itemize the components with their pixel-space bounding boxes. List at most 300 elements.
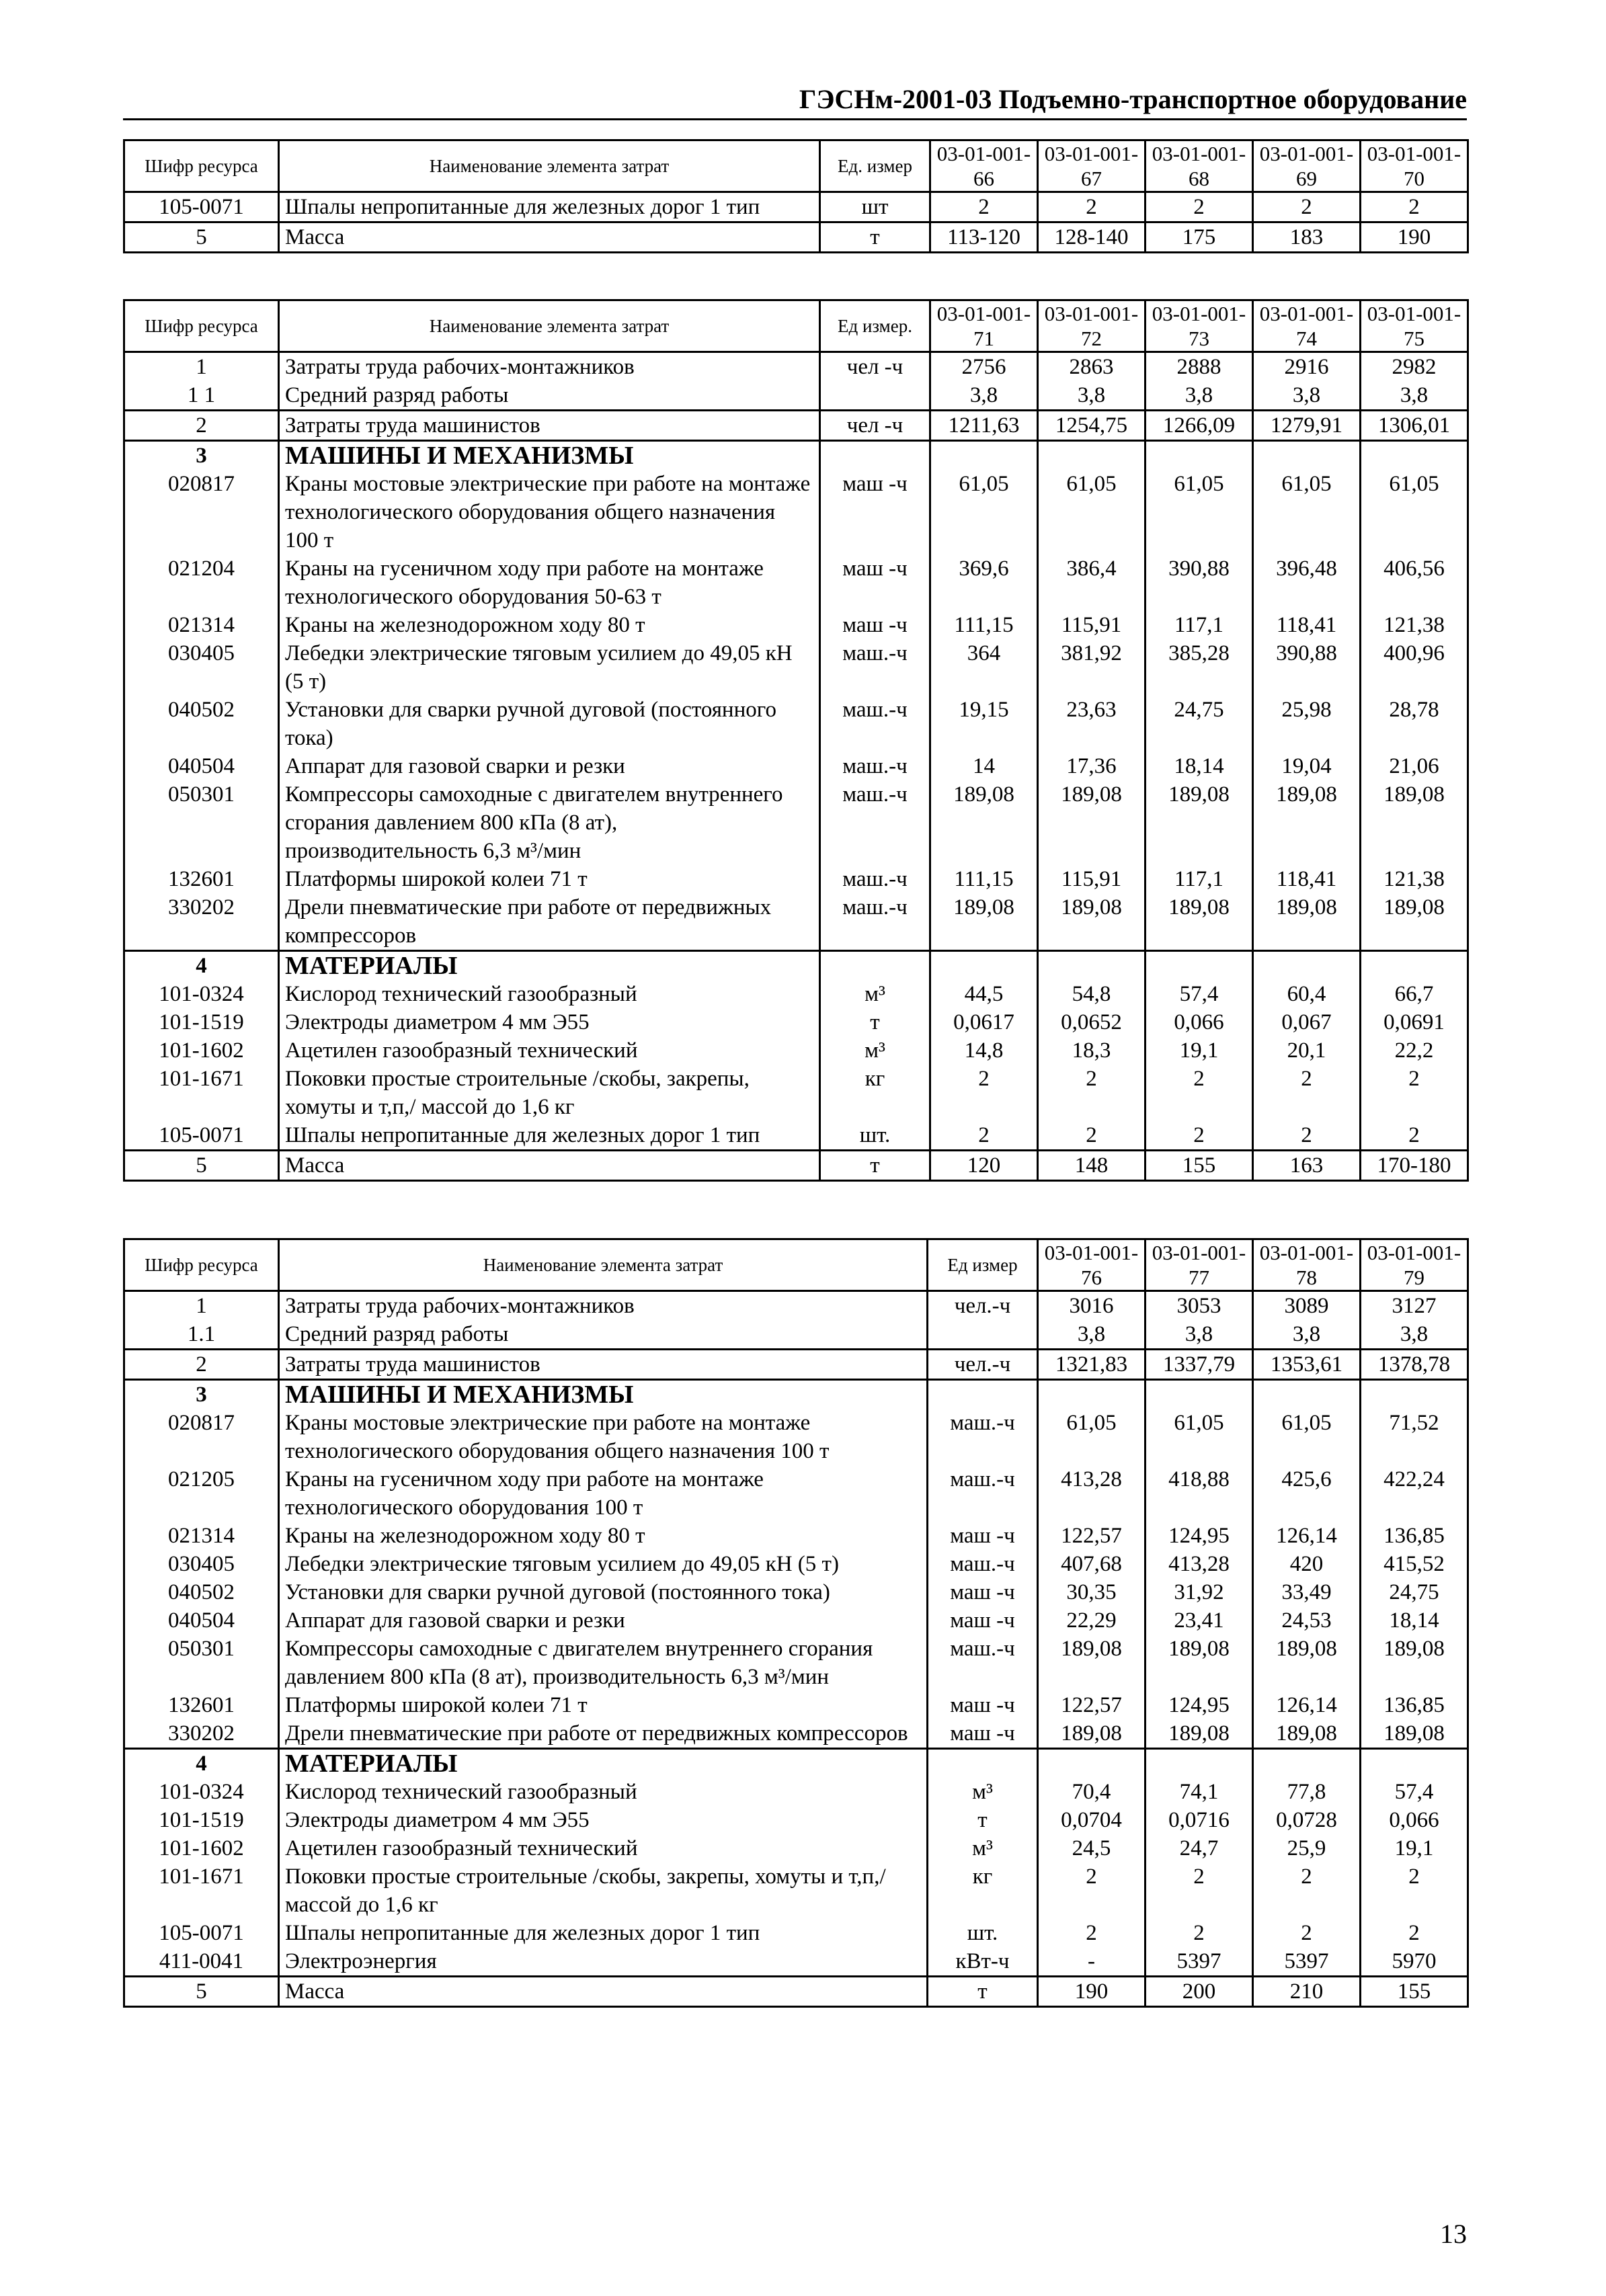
resource-code: 101-1519 — [124, 1008, 279, 1036]
norm-value: 136,85 — [1361, 1522, 1468, 1550]
unit — [820, 441, 930, 470]
cost-element-name: Масса — [279, 1151, 820, 1181]
norm-value: 117,1 — [1146, 611, 1253, 639]
norm-value: 0,066 — [1361, 1806, 1468, 1834]
unit: чел -ч — [820, 352, 930, 382]
norm-value — [1038, 441, 1146, 470]
norm-value: 170-180 — [1361, 1151, 1468, 1181]
norm-value — [1038, 1749, 1146, 1778]
resource-table-1 — [123, 139, 1469, 253]
cost-element-name: Установки для сварки ручной дуговой (постоянного тока) — [279, 696, 820, 752]
unit: шт. — [928, 1919, 1038, 1947]
resource-table-3 — [123, 1238, 1469, 2008]
cost-element-name: Средний разряд работы — [279, 381, 820, 411]
col-header-norm-code: 03-01-001-72 — [1038, 300, 1146, 352]
norm-value: 61,05 — [1253, 1409, 1361, 1465]
resource-code: 105-0071 — [124, 192, 279, 222]
unit: кг — [928, 1862, 1038, 1919]
resource-code: 030405 — [124, 639, 279, 696]
table-row — [124, 1947, 1468, 1977]
norm-value: 1353,61 — [1253, 1350, 1361, 1380]
cost-element-name: Краны на железнодорожном ходу 80 т — [279, 611, 820, 639]
norm-value: 200 — [1146, 1977, 1253, 2007]
cost-element-name: Краны на гусеничном ходу при работе на монтаже технологического оборудования 50-63 т — [279, 555, 820, 611]
norm-value: 425,6 — [1253, 1465, 1361, 1522]
resource-code: 5 — [124, 1151, 279, 1181]
table-row — [124, 1380, 1468, 1409]
col-header-norm-code: 03-01-001-69 — [1253, 140, 1361, 192]
table-row — [124, 1320, 1468, 1350]
norm-value: 120 — [930, 1151, 1038, 1181]
norm-value: 121,38 — [1361, 611, 1468, 639]
table-row — [124, 980, 1468, 1008]
cost-element-name: Масса — [279, 1977, 928, 2007]
unit: кВт-ч — [928, 1947, 1038, 1977]
unit: маш.-ч — [928, 1550, 1038, 1578]
unit — [820, 381, 930, 411]
norm-value: 3,8 — [1361, 381, 1468, 411]
norm-value: 19,1 — [1361, 1834, 1468, 1862]
norm-value: 122,57 — [1038, 1691, 1146, 1719]
norm-value: 175 — [1146, 222, 1253, 253]
norm-value: 413,28 — [1146, 1550, 1253, 1578]
norm-value: 124,95 — [1146, 1522, 1253, 1550]
cost-element-name: Краны на железнодорожном ходу 80 т — [279, 1522, 928, 1550]
norm-value: 210 — [1253, 1977, 1361, 2007]
norm-value: 189,08 — [1146, 780, 1253, 865]
col-header-name: Наименование элемента затрат — [279, 1239, 928, 1291]
table-row — [124, 1834, 1468, 1862]
table-row — [124, 1291, 1468, 1321]
norm-value: 121,38 — [1361, 865, 1468, 893]
norm-value: 3,8 — [1038, 1320, 1146, 1350]
table-row — [124, 381, 1468, 411]
cost-element-name: Затраты труда машинистов — [279, 411, 820, 441]
cost-element-name: Платформы широкой колеи 71 т — [279, 865, 820, 893]
norm-value: 1211,63 — [930, 411, 1038, 441]
norm-value — [1253, 951, 1361, 981]
norm-value: 0,0691 — [1361, 1008, 1468, 1036]
norm-value: 415,52 — [1361, 1550, 1468, 1578]
resource-code: 021205 — [124, 1465, 279, 1522]
cost-element-name: Средний разряд работы — [279, 1320, 928, 1350]
norm-value: 2 — [1253, 1919, 1361, 1947]
norm-value: 2756 — [930, 352, 1038, 382]
norm-value: 21,06 — [1361, 752, 1468, 780]
resource-code: 101-1602 — [124, 1036, 279, 1065]
resource-code: 105-0071 — [124, 1121, 279, 1151]
resource-code: 5 — [124, 1977, 279, 2007]
norm-value: 1266,09 — [1146, 411, 1253, 441]
resource-code: 021314 — [124, 1522, 279, 1550]
norm-value: 5397 — [1146, 1947, 1253, 1977]
cost-element-name: Кислород технический газообразный — [279, 1778, 928, 1806]
norm-value: 3,8 — [1361, 1320, 1468, 1350]
resource-code: 040502 — [124, 1578, 279, 1606]
norm-value: 189,08 — [1146, 893, 1253, 951]
col-header-code: Шифр ресурса — [124, 300, 279, 352]
norm-value: 61,05 — [1253, 470, 1361, 555]
norm-value — [1038, 951, 1146, 981]
cost-element-name: МАТЕРИАЛЫ — [279, 1749, 928, 1778]
unit: шт — [820, 192, 930, 222]
table-row — [124, 1522, 1468, 1550]
norm-value: 77,8 — [1253, 1778, 1361, 1806]
norm-value: 189,08 — [1253, 780, 1361, 865]
resource-code: 2 — [124, 1350, 279, 1380]
norm-value: 61,05 — [930, 470, 1038, 555]
norm-value: 44,5 — [930, 980, 1038, 1008]
unit: маш.-ч — [820, 780, 930, 865]
table-row — [124, 352, 1468, 382]
norm-value: 155 — [1361, 1977, 1468, 2007]
norm-value: 190 — [1361, 222, 1468, 253]
norm-value — [1253, 441, 1361, 470]
norm-value: 155 — [1146, 1151, 1253, 1181]
page-header: ГЭСНм-2001-03 Подъемно-транспортное оборудование — [123, 81, 1467, 120]
norm-value: 2 — [930, 1065, 1038, 1121]
norm-value: 1378,78 — [1361, 1350, 1468, 1380]
norm-value: 2 — [1146, 1065, 1253, 1121]
norm-value: 111,15 — [930, 611, 1038, 639]
norm-value: 0,0652 — [1038, 1008, 1146, 1036]
norm-value — [1361, 441, 1468, 470]
cost-element-name: Масса — [279, 222, 820, 253]
norm-value: 189,08 — [930, 780, 1038, 865]
norm-value — [1253, 1749, 1361, 1778]
norm-value: 3,8 — [1146, 1320, 1253, 1350]
col-header-norm-code: 03-01-001-73 — [1146, 300, 1253, 352]
cost-element-name: Аппарат для газовой сварки и резки — [279, 1606, 928, 1635]
norm-value: 390,88 — [1253, 639, 1361, 696]
norm-value: 19,15 — [930, 696, 1038, 752]
unit: м³ — [928, 1834, 1038, 1862]
norm-value: 128-140 — [1038, 222, 1146, 253]
norm-value: 2 — [1361, 1862, 1468, 1919]
norm-value: 24,7 — [1146, 1834, 1253, 1862]
unit: маш.-ч — [928, 1465, 1038, 1522]
norm-value: 117,1 — [1146, 865, 1253, 893]
norm-value: 30,35 — [1038, 1578, 1146, 1606]
unit: маш.-ч — [820, 752, 930, 780]
col-header-unit: Ед измер — [928, 1239, 1038, 1291]
norm-value: 33,49 — [1253, 1578, 1361, 1606]
unit: м³ — [820, 980, 930, 1008]
table-row — [124, 951, 1468, 981]
norm-value: 189,08 — [1038, 780, 1146, 865]
table-row — [124, 1409, 1468, 1465]
norm-value: 1337,79 — [1146, 1350, 1253, 1380]
unit — [820, 951, 930, 981]
norm-value: 2 — [1361, 1065, 1468, 1121]
norm-value: 1254,75 — [1038, 411, 1146, 441]
table-row — [124, 1749, 1468, 1778]
resource-code: 101-1519 — [124, 1806, 279, 1834]
unit: маш -ч — [928, 1606, 1038, 1635]
table-row — [124, 1691, 1468, 1719]
norm-value: 24,75 — [1361, 1578, 1468, 1606]
table-row — [124, 1350, 1468, 1380]
norm-value: 57,4 — [1361, 1778, 1468, 1806]
unit: т — [820, 1151, 930, 1181]
norm-value — [1146, 441, 1253, 470]
norm-value: 61,05 — [1146, 1409, 1253, 1465]
resource-code: 411-0041 — [124, 1947, 279, 1977]
unit: маш.-ч — [928, 1409, 1038, 1465]
norm-value: 385,28 — [1146, 639, 1253, 696]
norm-value: 0,0704 — [1038, 1806, 1146, 1834]
norm-value: 381,92 — [1038, 639, 1146, 696]
col-header-norm-code: 03-01-001-79 — [1361, 1239, 1468, 1291]
norm-value: 390,88 — [1146, 555, 1253, 611]
unit: маш -ч — [928, 1578, 1038, 1606]
unit: чел -ч — [820, 411, 930, 441]
col-header-norm-code: 03-01-001-75 — [1361, 300, 1468, 352]
norm-value: 0,0617 — [930, 1008, 1038, 1036]
norm-value: 28,78 — [1361, 696, 1468, 752]
table-header-row — [124, 300, 1468, 352]
norm-value: 2 — [1038, 1065, 1146, 1121]
resource-code: 2 — [124, 411, 279, 441]
norm-value: 60,4 — [1253, 980, 1361, 1008]
norm-value: 2 — [1146, 1862, 1253, 1919]
norm-value: 22,2 — [1361, 1036, 1468, 1065]
cost-element-name: Компрессоры самоходные с двигателем внутреннего сгорания давлением 800 кПа (8 ат), производительность 6,3 м³/мин — [279, 1635, 928, 1691]
page-number: 13 — [1440, 2219, 1467, 2249]
norm-value: 364 — [930, 639, 1038, 696]
norm-value: 14 — [930, 752, 1038, 780]
norm-value: 115,91 — [1038, 865, 1146, 893]
norm-value: 23,41 — [1146, 1606, 1253, 1635]
norm-value: 2 — [1361, 1919, 1468, 1947]
table-row — [124, 1151, 1468, 1181]
col-header-norm-code: 03-01-001-70 — [1361, 140, 1468, 192]
norm-value: 115,91 — [1038, 611, 1146, 639]
norm-value: 126,14 — [1253, 1522, 1361, 1550]
norm-value: 122,57 — [1038, 1522, 1146, 1550]
norm-value: 189,08 — [1253, 893, 1361, 951]
cost-element-name: Электроды диаметром 4 мм Э55 — [279, 1806, 928, 1834]
norm-value: 25,9 — [1253, 1834, 1361, 1862]
cost-element-name: Затраты труда машинистов — [279, 1350, 928, 1380]
table-header-row — [124, 1239, 1468, 1291]
col-header-norm-code: 03-01-001-74 — [1253, 300, 1361, 352]
col-header-unit: Ед. измер — [820, 140, 930, 192]
norm-value: 61,05 — [1038, 1409, 1146, 1465]
norm-value: 2 — [1361, 192, 1468, 222]
norm-value — [1146, 951, 1253, 981]
resource-code: 330202 — [124, 893, 279, 951]
norm-value: 422,24 — [1361, 1465, 1468, 1522]
norm-value: 113-120 — [930, 222, 1038, 253]
norm-value: 31,92 — [1146, 1578, 1253, 1606]
cost-element-name: Шпалы непропитанные для железных дорог 1 тип — [279, 192, 820, 222]
norm-value: 3,8 — [930, 381, 1038, 411]
norm-value: 124,95 — [1146, 1691, 1253, 1719]
norm-value: 190 — [1038, 1977, 1146, 2007]
table-row — [124, 893, 1468, 951]
norm-value: 148 — [1038, 1151, 1146, 1181]
norm-value: 413,28 — [1038, 1465, 1146, 1522]
unit: маш.-ч — [928, 1635, 1038, 1691]
cost-element-name: Поковки простые строительные /скобы, закрепы, хомуты и т,п,/ массой до 1,6 кг — [279, 1065, 820, 1121]
norm-value: 2 — [1038, 192, 1146, 222]
resource-code: 040504 — [124, 1606, 279, 1635]
unit: маш -ч — [820, 611, 930, 639]
cost-element-name: Поковки простые строительные /скобы, закрепы, хомуты и т,п,/ массой до 1,6 кг — [279, 1862, 928, 1919]
cost-element-name: Установки для сварки ручной дуговой (постоянного тока) — [279, 1578, 928, 1606]
norm-value: 2 — [1146, 1121, 1253, 1151]
norm-value: 24,53 — [1253, 1606, 1361, 1635]
norm-value: 189,08 — [1038, 1719, 1146, 1749]
norm-value: 70,4 — [1038, 1778, 1146, 1806]
norm-value: 3,8 — [1253, 381, 1361, 411]
unit: маш -ч — [820, 555, 930, 611]
col-header-norm-code: 03-01-001-76 — [1038, 1239, 1146, 1291]
unit: т — [820, 1008, 930, 1036]
norm-value: 189,08 — [1146, 1635, 1253, 1691]
resource-code: 040502 — [124, 696, 279, 752]
unit: маш.-ч — [820, 696, 930, 752]
norm-value: 18,3 — [1038, 1036, 1146, 1065]
norm-value — [1038, 1380, 1146, 1409]
unit: шт. — [820, 1121, 930, 1151]
resource-table-2 — [123, 299, 1469, 1182]
resource-code: 330202 — [124, 1719, 279, 1749]
norm-value: 183 — [1253, 222, 1361, 253]
col-header-name: Наименование элемента затрат — [279, 300, 820, 352]
norm-value — [1361, 1380, 1468, 1409]
table-row — [124, 1606, 1468, 1635]
resource-code: 050301 — [124, 780, 279, 865]
resource-code: 020817 — [124, 470, 279, 555]
col-header-norm-code: 03-01-001-66 — [930, 140, 1038, 192]
norm-value: - — [1038, 1947, 1146, 1977]
norm-value: 189,08 — [1361, 1719, 1468, 1749]
norm-value — [1361, 951, 1468, 981]
norm-value: 61,05 — [1361, 470, 1468, 555]
norm-value: 3127 — [1361, 1291, 1468, 1321]
norm-value: 3053 — [1146, 1291, 1253, 1321]
cost-element-name: Шпалы непропитанные для железных дорог 1 тип — [279, 1121, 820, 1151]
cost-element-name: Электроды диаметром 4 мм Э55 — [279, 1008, 820, 1036]
norm-value: 118,41 — [1253, 611, 1361, 639]
table-row — [124, 696, 1468, 752]
cost-element-name: Платформы широкой колеи 71 т — [279, 1691, 928, 1719]
norm-value — [1361, 1749, 1468, 1778]
norm-value: 163 — [1253, 1151, 1361, 1181]
unit: м³ — [820, 1036, 930, 1065]
norm-value: 20,1 — [1253, 1036, 1361, 1065]
norm-value: 23,63 — [1038, 696, 1146, 752]
table-row — [124, 1806, 1468, 1834]
norm-value: 189,08 — [930, 893, 1038, 951]
resource-code: 1 — [124, 352, 279, 382]
norm-value: 24,5 — [1038, 1834, 1146, 1862]
col-header-norm-code: 03-01-001-71 — [930, 300, 1038, 352]
unit: т — [928, 1977, 1038, 2007]
norm-value: 66,7 — [1361, 980, 1468, 1008]
norm-value: 189,08 — [1146, 1719, 1253, 1749]
unit: чел.-ч — [928, 1350, 1038, 1380]
cost-element-name: Кислород технический газообразный — [279, 980, 820, 1008]
table-row — [124, 1578, 1468, 1606]
norm-value: 407,68 — [1038, 1550, 1146, 1578]
resource-code: 3 — [124, 441, 279, 470]
col-header-name: Наименование элемента затрат — [279, 140, 820, 192]
norm-value: 2 — [1038, 1121, 1146, 1151]
resource-code: 132601 — [124, 1691, 279, 1719]
cost-element-name: Затраты труда рабочих-монтажников — [279, 1291, 928, 1321]
table-row — [124, 752, 1468, 780]
norm-value: 17,36 — [1038, 752, 1146, 780]
norm-value: 18,14 — [1146, 752, 1253, 780]
table-header-row — [124, 140, 1468, 192]
norm-value: 2 — [1146, 192, 1253, 222]
col-header-code: Шифр ресурса — [124, 1239, 279, 1291]
norm-value: 2 — [1038, 1862, 1146, 1919]
resource-code: 101-1602 — [124, 1834, 279, 1862]
norm-value: 0,067 — [1253, 1008, 1361, 1036]
resource-code: 4 — [124, 1749, 279, 1778]
table-row — [124, 1036, 1468, 1065]
cost-element-name: Аппарат для газовой сварки и резки — [279, 752, 820, 780]
norm-value: 2 — [930, 192, 1038, 222]
norm-value: 418,88 — [1146, 1465, 1253, 1522]
norm-value: 3016 — [1038, 1291, 1146, 1321]
norm-value: 54,8 — [1038, 980, 1146, 1008]
table-row — [124, 1465, 1468, 1522]
col-header-norm-code: 03-01-001-68 — [1146, 140, 1253, 192]
table-row — [124, 1778, 1468, 1806]
resource-code: 5 — [124, 222, 279, 253]
resource-code: 020817 — [124, 1409, 279, 1465]
norm-value: 61,05 — [1038, 470, 1146, 555]
norm-value: 2916 — [1253, 352, 1361, 382]
table-row — [124, 865, 1468, 893]
norm-value: 2 — [930, 1121, 1038, 1151]
table-row — [124, 1008, 1468, 1036]
norm-value: 189,08 — [1361, 893, 1468, 951]
norm-value: 3,8 — [1146, 381, 1253, 411]
norm-value: 126,14 — [1253, 1691, 1361, 1719]
table-row — [124, 192, 1468, 222]
unit: чел.-ч — [928, 1291, 1038, 1321]
resource-code: 101-1671 — [124, 1065, 279, 1121]
cost-element-name: МАШИНЫ И МЕХАНИЗМЫ — [279, 441, 820, 470]
cost-element-name: Лебедки электрические тяговым усилием до 49,05 кН (5 т) — [279, 1550, 928, 1578]
norm-value: 2 — [1253, 1121, 1361, 1151]
norm-value: 3089 — [1253, 1291, 1361, 1321]
unit: т — [820, 222, 930, 253]
unit: кг — [820, 1065, 930, 1121]
unit: т — [928, 1806, 1038, 1834]
resource-code: 132601 — [124, 865, 279, 893]
table-row — [124, 411, 1468, 441]
cost-element-name: Краны на гусеничном ходу при работе на монтаже технологического оборудования 100 т — [279, 1465, 928, 1522]
norm-value: 189,08 — [1038, 1635, 1146, 1691]
table-row — [124, 1919, 1468, 1947]
table-row — [124, 222, 1468, 253]
norm-value: 386,4 — [1038, 555, 1146, 611]
unit: маш -ч — [928, 1522, 1038, 1550]
unit: маш -ч — [928, 1719, 1038, 1749]
norm-value: 118,41 — [1253, 865, 1361, 893]
norm-value: 22,29 — [1038, 1606, 1146, 1635]
norm-value: 5397 — [1253, 1947, 1361, 1977]
cost-element-name: Лебедки электрические тяговым усилием до 49,05 кН (5 т) — [279, 639, 820, 696]
norm-value: 25,98 — [1253, 696, 1361, 752]
